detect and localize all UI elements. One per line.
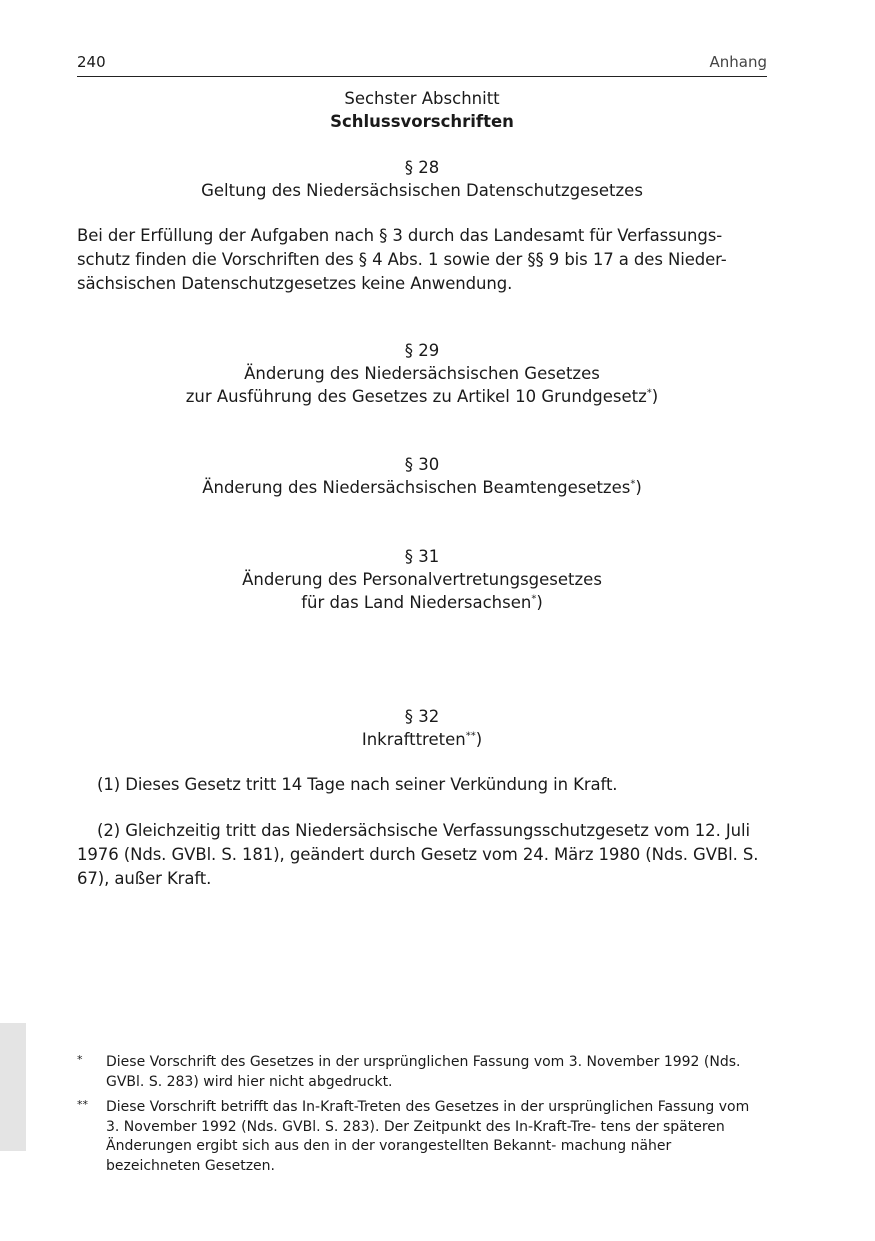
footnote-text: Diese Vorschrift des Gesetzes in der ursprünglichen Fassung vom 3. November 1992 (Nds. GVBl. S. 283) wird hier nicht abgedruckt.: [106, 1054, 741, 1090]
s29-heading: [77, 339, 767, 408]
s30-number: § 30: [404, 455, 440, 474]
s31-heading: [77, 545, 767, 614]
s28-body: [77, 224, 767, 296]
s31-title-line2: für das Land Niedersachsen*): [301, 593, 543, 612]
page-number: 240: [77, 53, 106, 71]
s28-text: Bei der Erfüllung der Aufgaben nach § 3 durch das Landesamt für Verfassungs- schutz finden die Vorschriften des § 4 Abs. 1 sowie der §§ 9 bis 17 a des Nieder- sächsischen Datenschutzgesetzes keine Anwendung.: [77, 226, 727, 293]
footnote-ref: *: [646, 387, 652, 399]
s32-title: Inkrafttreten**): [361, 730, 483, 749]
s28-title: Geltung des Niedersächsischen Datenschutzgesetzes: [201, 181, 643, 200]
running-head: Anhang: [709, 53, 767, 71]
s32-para-1: (1) Dieses Gesetz tritt 14 Tage nach seiner Verkündung in Kraft.: [97, 775, 618, 794]
s31-title-line1: Änderung des Personalvertretungsgesetzes: [242, 570, 602, 589]
footnote-ref: **: [465, 730, 476, 742]
footnote-text: Diese Vorschrift betrifft das In-Kraft-Treten des Gesetzes in der ursprünglichen Fassung vom 3. November 1992 (Nds. GVBl. S. 283). Der Zeitpunkt des In-Kraft-Tre- tens der späteren Änderungen ergibt sich aus den in der vorangestellten Bekannt- machung näher bezeichneten Gesetzen.: [106, 1099, 750, 1174]
s32-number: § 32: [404, 707, 440, 726]
s32-para-2: (2) Gleichzeitig tritt das Niedersächsische Verfassungsschutzgesetz vom 12. Juli 1976 (Nds. GVBl. S. 181), geändert durch Gesetz vom 24. März 1980 (Nds. GVBl. S. 67), außer Kraft.: [77, 821, 759, 888]
side-thumb-tab: [0, 1023, 26, 1151]
section-heading: [77, 87, 767, 133]
section-title: Schlussvorschriften: [330, 112, 514, 131]
footnote-mark: *: [77, 1053, 83, 1066]
footnote-mark: **: [77, 1098, 88, 1111]
s32-heading: [77, 705, 767, 751]
footnote-ref: *: [630, 478, 636, 490]
section-label: Sechster Abschnitt: [344, 89, 500, 108]
s31-number: § 31: [404, 547, 440, 566]
s30-title: Änderung des Niedersächsischen Beamtengesetzes*): [202, 478, 642, 497]
page-header: [77, 52, 767, 77]
s28-heading: [77, 156, 767, 202]
s30-heading: [77, 453, 767, 499]
s32-body: [77, 773, 767, 891]
footnote-1: [77, 1053, 767, 1092]
s29-title-line1: Änderung des Niedersächsischen Gesetzes: [244, 364, 600, 383]
footnote-2: [77, 1098, 767, 1176]
s29-title-line2: zur Ausführung des Gesetzes zu Artikel 10 Grundgesetz*): [185, 387, 659, 406]
s28-number: § 28: [404, 158, 440, 177]
s29-number: § 29: [404, 341, 440, 360]
footnote-ref: *: [531, 593, 537, 605]
